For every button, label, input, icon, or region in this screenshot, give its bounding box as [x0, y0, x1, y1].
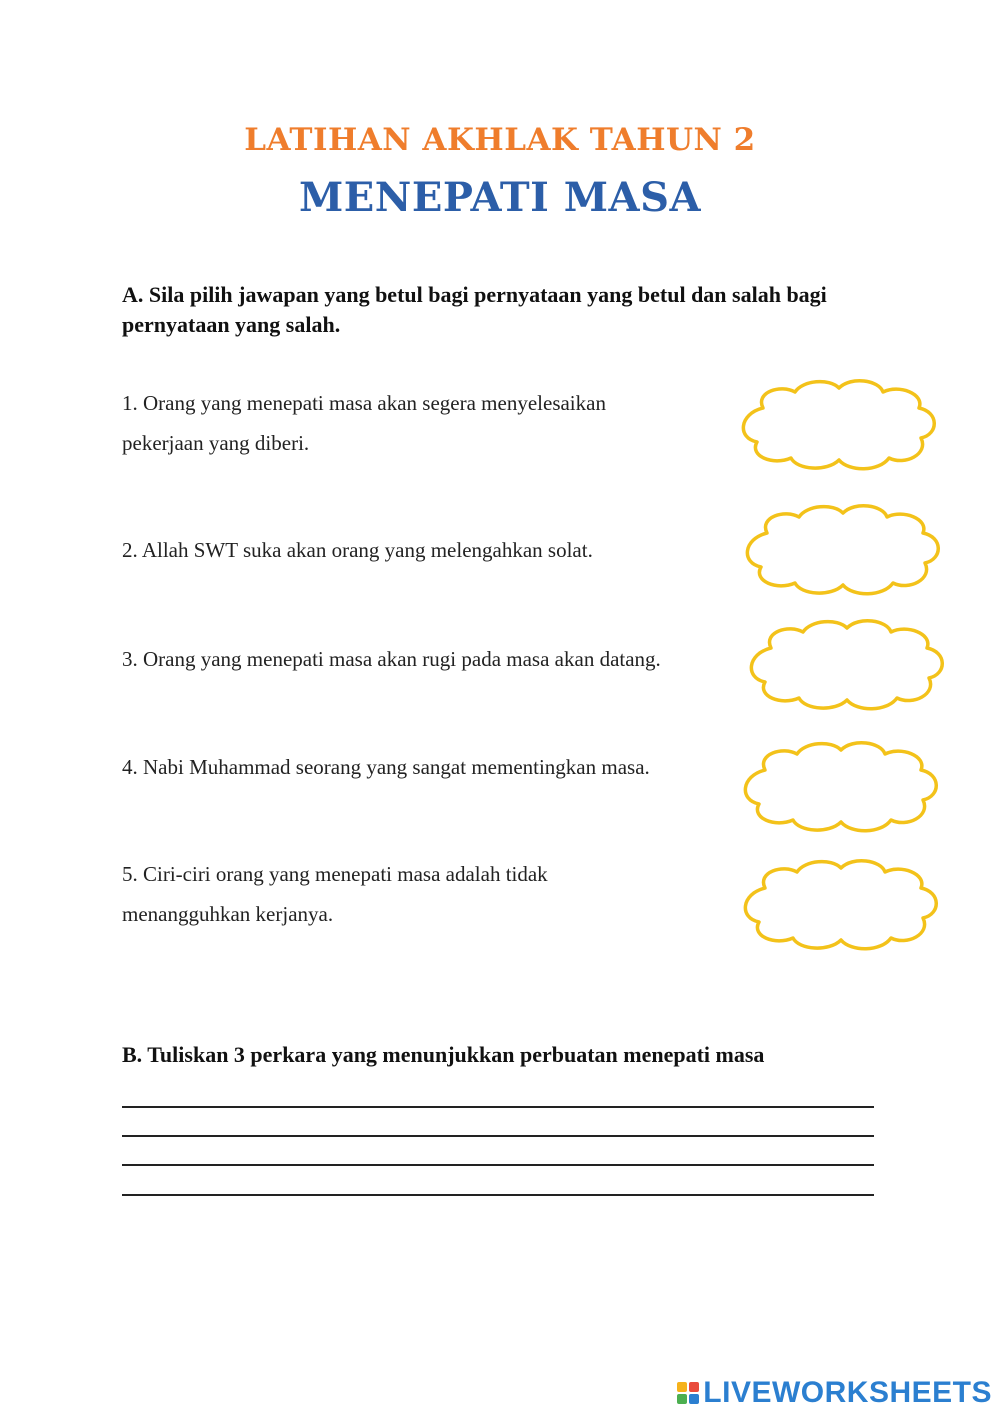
section-b-instruction: B. Tuliskan 3 perkara yang menunjukkan perbuatan menepati masa: [122, 1042, 765, 1067]
answer-line-3[interactable]: [122, 1164, 874, 1166]
answer-box-5[interactable]: [735, 858, 945, 950]
answer-box-1[interactable]: [733, 378, 943, 470]
worksheet-title: MENEPATI MASA: [299, 174, 701, 221]
section-a-instruction: A. Sila pilih jawapan yang betul bagi pernyataan yang betul dan salah bagi pernyataan yang salah.: [122, 282, 827, 337]
answer-line-1[interactable]: [122, 1106, 874, 1108]
question-2: 2. Allah SWT suka akan orang yang melengahkan solat.: [122, 538, 593, 562]
worksheet-subtitle: LATIHAN AKHLAK TAHUN 2: [244, 122, 756, 158]
liveworksheets-brand: [677, 1376, 992, 1410]
answer-box-3[interactable]: [741, 618, 951, 710]
brand-name: LIVEWORKSHEETS: [703, 1376, 992, 1409]
answer-box-4[interactable]: [735, 740, 945, 832]
cloud-icon: [733, 378, 943, 470]
question-1: 1. Orang yang menepati masa akan segera menyelesaikan pekerjaan yang diberi.: [122, 391, 606, 455]
answer-box-2[interactable]: [737, 503, 947, 595]
liveworksheets-logo-icon: [677, 1382, 699, 1404]
question-5: 5. Ciri-ciri orang yang menepati masa adalah tidak menangguhkan kerjanya.: [122, 862, 548, 926]
question-3: 3. Orang yang menepati masa akan rugi pada masa akan datang.: [122, 647, 661, 671]
cloud-icon: [741, 618, 951, 710]
answer-line-2[interactable]: [122, 1135, 874, 1137]
cloud-icon: [735, 740, 945, 832]
cloud-icon: [737, 503, 947, 595]
question-4: 4. Nabi Muhammad seorang yang sangat mementingkan masa.: [122, 755, 650, 779]
cloud-icon: [735, 858, 945, 950]
answer-line-4[interactable]: [122, 1194, 874, 1196]
